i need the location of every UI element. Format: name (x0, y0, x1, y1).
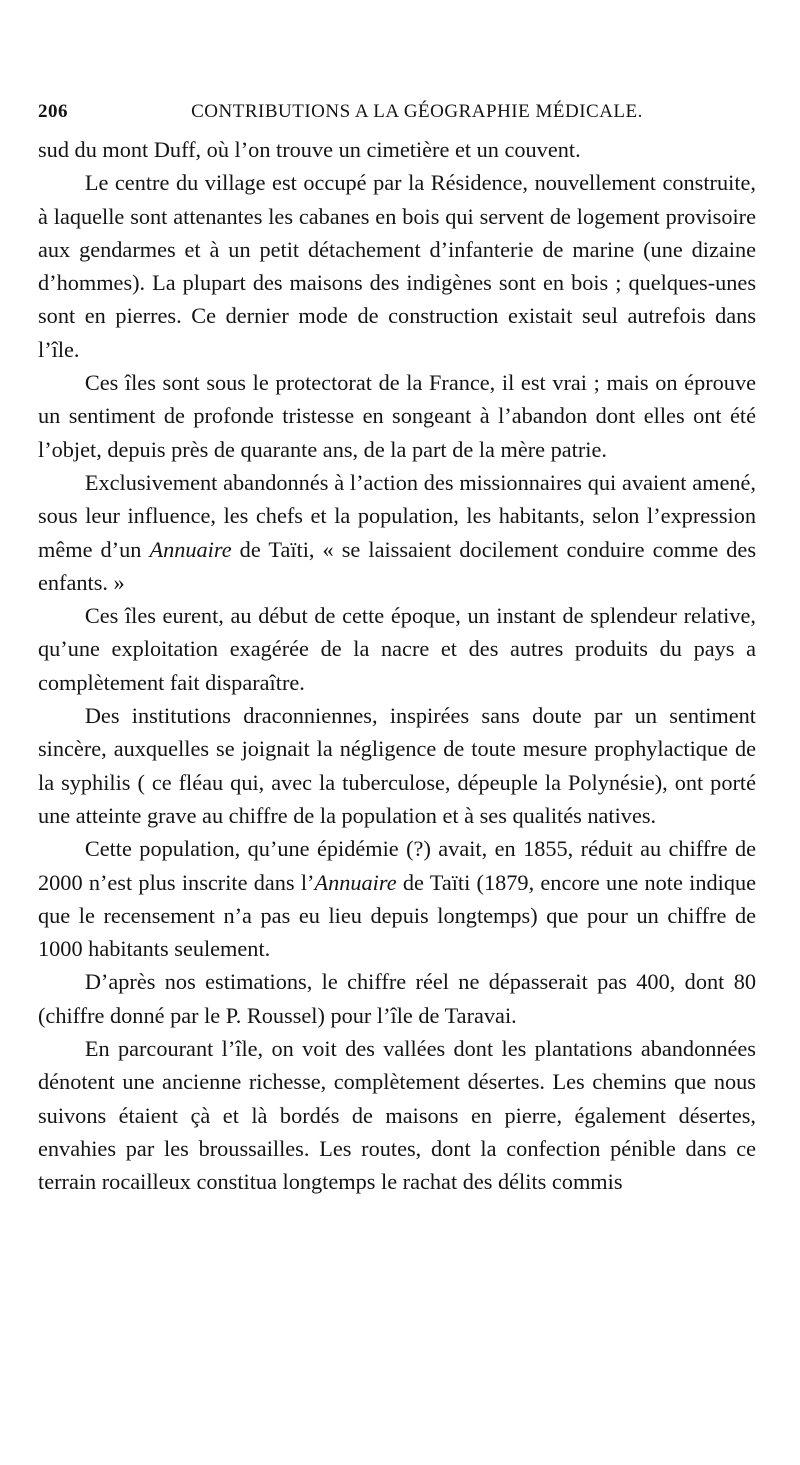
paragraph-7-text-after: de Taïti (1879, encore une note indique que le recensement n’a pas eu lieu depuis longtemps) que pour un chiffre de 1000 habitants seulement. (38, 869, 757, 962)
paragraph-6: Des institutions draconniennes, inspirées sans doute par un sentiment sincère, auxquelles se joignait la négligence de toute mesure prophylactique de la syphilis ( ce fléau qui, avec la tuberculose, dépeuple la Polynésie), ont porté une atteinte grave au chiffre de la population et à ses qualités natives. (38, 703, 756, 828)
paragraph-2: Le centre du village est occupé par la Résidence, nouvellement construite, à laquelle sont attenantes les cabanes en bois qui servent de logement provisoire aux gendarmes et à un petit détachement d’infanterie de marine (une dizaine d’hommes). La plupart des maisons des indigènes sont en bois ; quelques-unes sont en pierres. Ce dernier mode de construction existait seul autrefois dans l’île. (38, 170, 756, 362)
running-head (38, 93, 756, 133)
body-text (38, 133, 756, 1199)
paragraph-1: sud du mont Duff, où l’on trouve un cimetière et un couvent. (38, 137, 581, 162)
running-title: CONTRIBUTIONS A LA GÉOGRAPHIE MÉDICALE. (191, 101, 643, 122)
paragraph-7-text-before: Cette population, qu’une épidémie (?) avait, en 1855, réduit au chiffre de 2000 n’est plus inscrite dans l’ (38, 836, 756, 895)
paragraph-4-text-before: Exclusivement abandonnés à l’action des missionnaires qui avaient amené, sous leur influence, les chefs et la population, les habitants, selon l’expression même d’un (38, 469, 756, 562)
book-page (38, 93, 756, 1199)
paragraph-9: En parcourant l’île, on voit des vallées dont les plantations abandonnées dénotent une ancienne richesse, complètement désertes. Les chemins que nous suivons étaient çà et là bordés de maisons en pierre, également désertes, envahies par les broussailles. Les routes, dont la confection pénible dans ce terrain rocailleux constitua longtemps le rachat des délits commis (38, 1036, 756, 1195)
annuaire-title: Annuaire (149, 536, 232, 562)
paragraph-4-text-after: de Taïti, « se laissaient docilement conduire comme des enfants. » (38, 536, 756, 595)
annuaire-title: Annuaire (314, 869, 397, 895)
paragraph-8: D’après nos estimations, le chiffre réel ne dépasserait pas 400, dont 80 (chiffre donné par le P. Roussel) pour l’île de Taravai. (38, 969, 756, 1028)
paragraph-3: Ces îles sont sous le protectorat de la France, il est vrai ; mais on éprouve un sentiment de profonde tristesse en songeant à l’abandon dont elles ont été l’objet, depuis près de quarante ans, de la part de la mère patrie. (38, 370, 756, 462)
paragraph-7 (38, 832, 756, 965)
paragraph-5: Ces îles eurent, au début de cette époque, un instant de splendeur relative, qu’une exploitation exagérée de la nacre et des autres produits du pays a complètement fait disparaître. (38, 603, 756, 695)
page-number: 206 (38, 101, 68, 122)
paragraph-4 (38, 466, 756, 599)
